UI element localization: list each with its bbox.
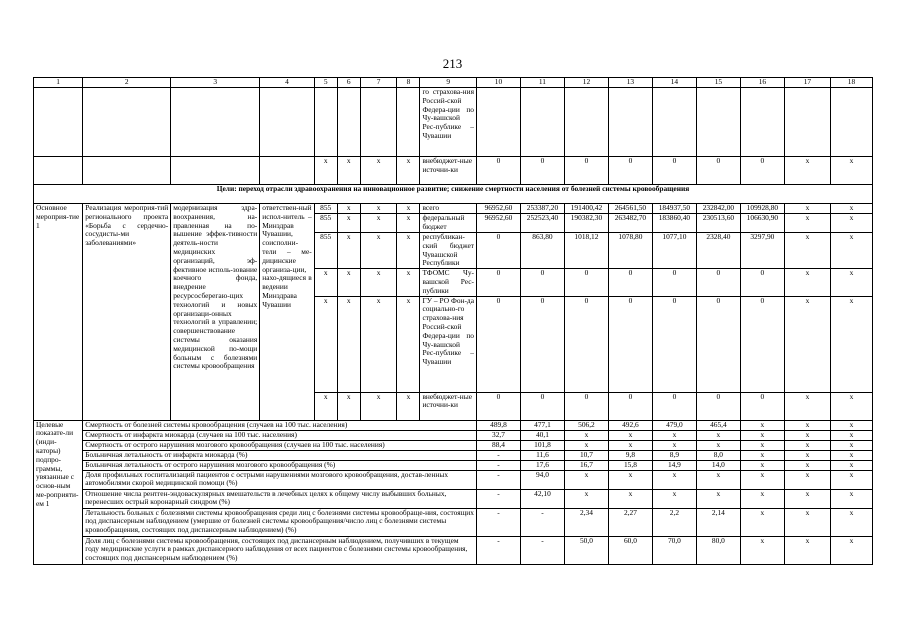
funding-source: внебюджет-ные источни-ки [420,392,477,420]
indicator-value: - [476,470,520,489]
indicator-value: - [476,460,520,470]
indicator-value: 101,8 [520,440,564,450]
indicator-label: Отношение числа рентген-эндоваскулярных вмешательств в лечебных целях к общему числу выбывших больных, перенесших острый коронарный синдром (%) [83,489,477,508]
table-cell: 0 [740,296,784,392]
indicator-value: х [830,536,872,564]
indicator-value: 10,7 [564,450,608,460]
indicator-value: 16,7 [564,460,608,470]
table-cell [476,88,520,157]
indicator-value: х [608,440,652,450]
column-header: 8 [397,78,420,88]
table-cell: 0 [476,296,520,392]
indicator-value: 70,0 [652,536,696,564]
table-cell [260,88,314,157]
indicators-label: Целевые показате-ли (инди-каторы) подпро-граммы, увязанные с основ-ным ме-роприяти-ем 1 [34,420,83,564]
table-cell: 96952,60 [476,204,520,214]
indicator-value: х [740,450,784,460]
table-cell: х [360,157,397,185]
indicator-value: - [520,536,564,564]
indicator-value: 88,4 [476,440,520,450]
indicator-value: 40,1 [520,430,564,440]
funding-source: федеральный бюджет [420,214,477,233]
table-cell: х [784,233,830,269]
indicator-value: х [830,450,872,460]
table-cell: 0 [696,296,740,392]
indicator-value: х [696,470,740,489]
table-cell: х [784,269,830,296]
table-cell: х [397,296,420,392]
table-cell: 0 [564,296,608,392]
table-cell: 0 [740,157,784,185]
table-cell [83,88,171,157]
table-cell [171,88,260,157]
indicator-value: 32,7 [476,430,520,440]
table-cell: 184937,50 [652,204,696,214]
table-cell: х [360,392,397,420]
indicator-value: х [784,450,830,460]
indicator-value: - [476,450,520,460]
table-cell: х [337,392,360,420]
indicator-value: х [608,489,652,508]
table-cell: 1078,80 [608,233,652,269]
indicator-value: х [740,470,784,489]
indicator-value: х [784,489,830,508]
table-cell [34,88,83,157]
indicator-value: х [830,420,872,430]
table-cell: 0 [564,269,608,296]
indicator-label: Смертность от острого нарушения мозгового кровообращения (случаев на 100 тыс. населения) [83,440,477,450]
table-cell: 0 [564,157,608,185]
indicator-value: х [696,440,740,450]
table-cell: 252523,40 [520,214,564,233]
column-header: 14 [652,78,696,88]
indicator-value: 42,10 [520,489,564,508]
indicator-value: 489,8 [476,420,520,430]
table-cell: х [360,233,397,269]
indicator-value: 8,0 [696,450,740,460]
table-cell: 855 [314,214,337,233]
column-header: 9 [420,78,477,88]
table-cell: х [830,233,872,269]
indicator-row [34,460,873,470]
table-cell [360,88,397,157]
indicator-value: - [520,508,564,536]
column-header: 7 [360,78,397,88]
indicator-value: 60,0 [608,536,652,564]
event-tasks: модернизация здра-воохранения, на-правленная на по-вышение эффек-тивности деятель-ности медицинских организаций, эф-фективное исполь-зование коечного фонда, внедрение ресурсосберегаю-щих технологий и новых организаци-онных технологий в управлении; совершенствование системы оказания медицинской по-мощи больным с болезнями системы кровообращения [171,204,260,421]
table-cell: х [784,214,830,233]
table-cell [740,88,784,157]
table-cell: 0 [520,296,564,392]
table-cell [564,88,608,157]
event-description: Реализация мероприя-тий регионального проекта «Борьба с сердечно-сосудисты-ми заболеваниями» [83,204,171,421]
table-cell: 191400,42 [564,204,608,214]
indicator-value: 492,6 [608,420,652,430]
goal-row [34,185,873,204]
indicator-value: х [696,489,740,508]
table-cell: 109928,80 [740,204,784,214]
table-cell: 0 [520,269,564,296]
indicator-value: 14,9 [652,460,696,470]
indicator-value: 15,8 [608,460,652,470]
indicator-value: х [740,489,784,508]
page-number: 213 [442,56,463,71]
indicator-value: 80,0 [696,536,740,564]
table-cell: 190382,30 [564,214,608,233]
table-cell [784,88,830,157]
funding-source: ГУ – РО Фон-да социально-го страхова-ния Россий-ской Федера-ции по Чу-вашской Рес-публике – Чувашии [420,296,477,392]
table-cell: х [360,269,397,296]
table-cell: 253387,20 [520,204,564,214]
table-cell: 0 [740,392,784,420]
column-header: 3 [171,78,260,88]
table-cell: х [784,296,830,392]
column-header: 12 [564,78,608,88]
indicator-value: х [784,508,830,536]
table-cell: 0 [476,233,520,269]
indicator-value: 50,0 [564,536,608,564]
table-cell: 0 [476,269,520,296]
indicator-value: х [608,430,652,440]
table-cell: 0 [740,269,784,296]
table-row [34,88,873,157]
indicator-value: х [830,440,872,450]
table-cell: х [337,204,360,214]
indicator-value: х [830,460,872,470]
indicator-row [34,536,873,564]
funding-source: республикан-ский бюджет Чувашской Республики [420,233,477,269]
indicator-value: 94,0 [520,470,564,489]
table-cell: 3297,90 [740,233,784,269]
column-header: 17 [784,78,830,88]
table-cell: 232842,00 [696,204,740,214]
table-cell [34,157,83,185]
indicator-value: х [740,508,784,536]
event-name: Основное мероприя-тие 1 [34,204,83,421]
indicator-value: - [476,489,520,508]
table-cell: х [337,157,360,185]
indicator-value: х [652,489,696,508]
table-cell [830,88,872,157]
column-header: 18 [830,78,872,88]
table-cell: 0 [520,392,564,420]
indicator-value: 2,27 [608,508,652,536]
column-header: 15 [696,78,740,88]
table-cell: 0 [476,157,520,185]
indicator-value: 465,4 [696,420,740,430]
indicator-value: - [476,508,520,536]
indicator-value: 17,6 [520,460,564,470]
indicator-value: х [564,489,608,508]
indicator-value: х [784,420,830,430]
table-cell: 0 [564,392,608,420]
table-cell: х [397,392,420,420]
table-cell: 264561,50 [608,204,652,214]
indicator-value: х [784,440,830,450]
table-cell: х [784,157,830,185]
program-table [33,77,873,565]
table-cell: х [337,214,360,233]
table-cell: го страхова-ния Россий-ской Федера-ции по Чу-вашской Рес-публике – Чувашии [420,88,477,157]
indicator-value: 9,8 [608,450,652,460]
table-cell: х [360,204,397,214]
table-cell: 863,80 [520,233,564,269]
table-cell: х [337,269,360,296]
table-cell: х [337,233,360,269]
indicator-row [34,420,873,430]
column-header: 6 [337,78,360,88]
indicator-value: х [740,420,784,430]
table-cell: х [397,204,420,214]
indicator-value: х [564,430,608,440]
indicator-row [34,489,873,508]
table-cell: 0 [652,296,696,392]
table-cell: 106630,90 [740,214,784,233]
table-cell: 855 [314,233,337,269]
indicator-value: х [696,430,740,440]
indicator-value: х [784,470,830,489]
table-cell: 0 [696,157,740,185]
table-cell [171,157,260,185]
indicator-row [34,508,873,536]
indicator-label: Смертность от болезней системы кровообращения (случаев на 100 тыс. населения) [83,420,477,430]
table-cell: 0 [608,157,652,185]
table-cell: х [397,157,420,185]
table-cell: 0 [652,269,696,296]
table-cell: х [360,296,397,392]
column-header: 5 [314,78,337,88]
table-cell [520,88,564,157]
table-cell: х [314,392,337,420]
indicator-value: 2,14 [696,508,740,536]
indicator-label: Летальность больных с болезнями системы кровообращения среди лиц с болезнями системы кровообраще-ния, состоящих под диспансерным наблюдением (умершие от болезней системы кровообращения/число лиц с болезнями системы кровообращения, состоящих под диспансерным наблюдением) (%) [83,508,477,536]
table-cell: 1077,10 [652,233,696,269]
indicator-value: 2,34 [564,508,608,536]
table-cell: х [397,214,420,233]
indicator-value: 2,2 [652,508,696,536]
header-row [34,78,873,88]
goal-heading: Цели: переход отрасли здравоохранения на инновационное развитие; снижение смертности населения от болезней системы кровообращения [34,185,873,204]
indicator-row [34,450,873,460]
funding-source: ТФОМС Чу-вашской Рес-публики [420,269,477,296]
funding-source: всего [420,204,477,214]
table-cell: 0 [476,392,520,420]
table-cell: х [397,233,420,269]
indicator-value: х [652,470,696,489]
table-cell: 263482,70 [608,214,652,233]
table-cell: х [784,204,830,214]
table-cell [83,157,171,185]
table-cell: 0 [608,269,652,296]
table-cell: 0 [652,392,696,420]
indicator-value: х [784,430,830,440]
table-cell: 96952,60 [476,214,520,233]
table-cell: 0 [696,269,740,296]
indicator-value: х [652,440,696,450]
column-header: 4 [260,78,314,88]
indicator-value: х [830,430,872,440]
indicator-value: 477,1 [520,420,564,430]
indicator-row [34,430,873,440]
table-cell: х [397,269,420,296]
indicator-value: х [608,470,652,489]
indicator-value: 11,6 [520,450,564,460]
table-cell: 1018,12 [564,233,608,269]
indicator-label: Смертность от инфаркта миокарда (случаев на 100 тыс. населения) [83,430,477,440]
table-cell: х [830,269,872,296]
table-cell: х [337,296,360,392]
indicator-value: х [784,536,830,564]
table-cell [337,88,360,157]
table-cell: 855 [314,204,337,214]
indicator-value: х [830,508,872,536]
column-header: 1 [34,78,83,88]
indicator-row [34,440,873,450]
table-cell: х [830,392,872,420]
indicator-value: 14,0 [696,460,740,470]
table-cell: 0 [608,296,652,392]
table-cell: х [830,204,872,214]
table-cell: 230513,60 [696,214,740,233]
indicator-value: х [784,460,830,470]
column-header: 13 [608,78,652,88]
table-cell: 0 [652,157,696,185]
table-cell: х [830,157,872,185]
table-row [34,157,873,185]
indicator-value: - [476,536,520,564]
table-cell: 0 [608,392,652,420]
table-cell [397,88,420,157]
indicator-label: Доля лиц с болезнями системы кровообращения, состоящих под диспансерным наблюдением, получивших в текущем году медицинские услуги в рамках диспансерного наблюдения от всех пациентов с болезнями системы кровообращения, состоящих под диспансерным наблюдением (%) [83,536,477,564]
indicator-value: х [740,440,784,450]
indicator-label: Больничная летальность от инфаркта миокарда (%) [83,450,477,460]
column-header: 2 [83,78,171,88]
table-cell: х [360,214,397,233]
table-cell: 2328,40 [696,233,740,269]
indicator-value: х [564,470,608,489]
event-executor: ответствен-ный испол-нитель – Минздрав Чувашии, соисполни-тели – ме-дицинские организа-ции, нахо-дящиеся в ведении Минздрава Чувашии [260,204,314,421]
table-cell [608,88,652,157]
table-cell: 0 [520,157,564,185]
table-cell [652,88,696,157]
indicator-value: х [564,440,608,450]
table-cell [696,88,740,157]
table-cell: х [830,296,872,392]
indicator-value: х [740,536,784,564]
column-header: 11 [520,78,564,88]
indicator-value: х [652,430,696,440]
column-header: 10 [476,78,520,88]
table-cell: 183860,40 [652,214,696,233]
indicator-label: Доля профильных госпитализаций пациентов с острыми нарушениями мозгового кровообращения, достав-ленных автомобилями скорой медицинской помощи (%) [83,470,477,489]
table-cell [260,157,314,185]
table-cell: х [830,214,872,233]
table-row [34,204,873,214]
column-header: 16 [740,78,784,88]
table-cell [314,88,337,157]
table-cell: х [314,269,337,296]
indicator-label: Больничная летальность от острого нарушения мозгового кровообращения (%) [83,460,477,470]
indicator-value: х [830,470,872,489]
indicator-value: х [740,460,784,470]
table-cell: 0 [696,392,740,420]
indicator-value: 506,2 [564,420,608,430]
indicator-value: х [830,489,872,508]
table-cell: х [784,392,830,420]
indicator-value: 8,9 [652,450,696,460]
indicator-row [34,470,873,489]
table-cell: х [314,157,337,185]
table-cell: внебюджет-ные источни-ки [420,157,477,185]
indicator-value: х [740,430,784,440]
table-cell: х [314,296,337,392]
indicator-value: 479,0 [652,420,696,430]
